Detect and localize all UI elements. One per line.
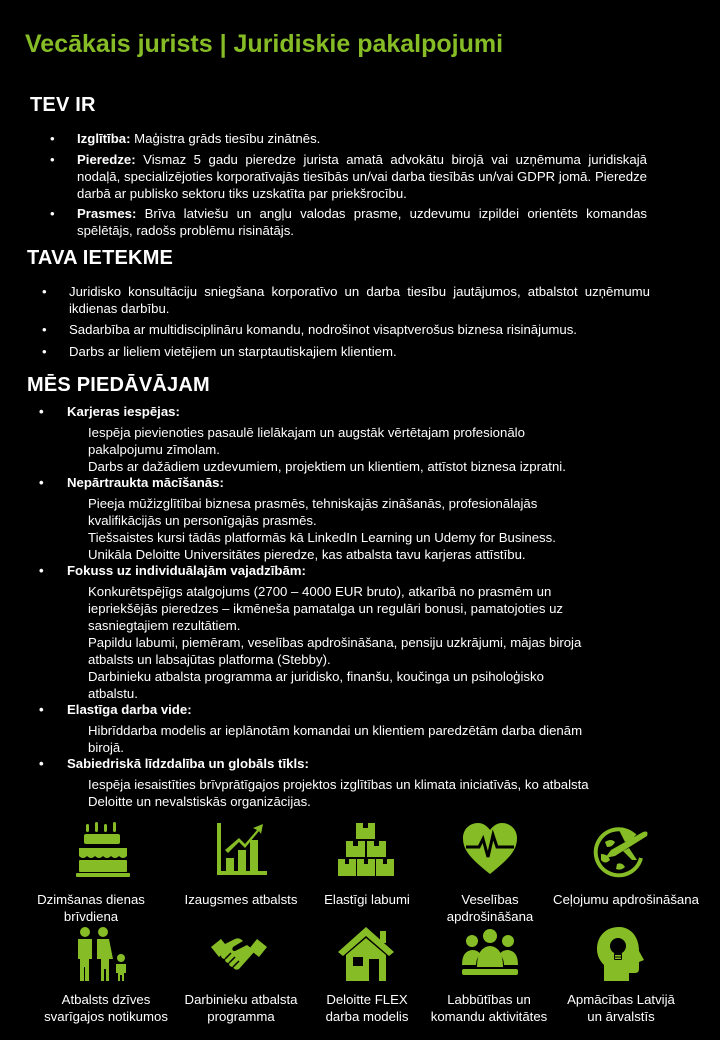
- offer-line: Iespēja iesaistīties brīvprātīgajos projektos izglītības un klimata iniciatīvās, ko atbalsta: [88, 777, 589, 792]
- caption-line: un ārvalstīs: [587, 1009, 655, 1024]
- offer-line: Konkurētspējīgs atalgojums (2700 – 4000 EUR bruto), atkarībā no prasmēm un: [88, 584, 552, 599]
- caption-line: Apmācības Latvijā: [567, 992, 675, 1007]
- page-title: Vecākais jurists | Juridiskie pakalpojumi: [25, 30, 504, 58]
- caption-line: darba modelis: [325, 1009, 409, 1024]
- handshake-icon: [209, 925, 269, 983]
- benefit-caption: [414, 991, 564, 1025]
- benefit-caption: [16, 891, 166, 925]
- item-label: Prasmes:: [77, 206, 137, 221]
- caption-line: brīvdiena: [63, 909, 119, 924]
- section-heading-mes-piedavajam: MĒS PIEDĀVĀJAM: [27, 374, 210, 396]
- offer-line: atbalstu.: [88, 686, 138, 701]
- caption-line: Veselības: [461, 892, 519, 907]
- list-item: • Sadarbība ar multidisciplināru komandu, nodrošinot visaptverošus biznesa risinājumus.: [69, 321, 650, 338]
- offer-line: pakalpojumu zīmolam.: [88, 442, 220, 457]
- caption-line: Ceļojumu apdrošināšana: [553, 892, 699, 907]
- section-heading-tava-ietekme: TAVA IETEKME: [27, 247, 174, 269]
- benefit-caption: [541, 891, 711, 908]
- list-item: • Darbs ar lieliem vietējiem un starptautiskajiem klientiem.: [69, 343, 650, 360]
- caption-line: Labbūtības un: [447, 992, 531, 1007]
- item-text: Maģistra grāds tiesību zinātnēs.: [130, 131, 321, 146]
- offer-group-label: • Elastīga darba vide:: [67, 701, 192, 718]
- item-text: Vismaz 5 gadu pieredze jurista amatā advokātu birojā vai uzņēmuma juridiskajā nodaļā, specializējoties korporatīvajās tiesībās un/vai darba tiesībās un/vai GDPR jomā. Pieredze darbā ar publisko sektoru tiks uzskatīta par priekšrocību.: [77, 152, 647, 201]
- offer-group-label: • Karjeras iespējas:: [67, 403, 180, 420]
- heart-pulse-icon: [460, 820, 520, 878]
- caption-line: Elastīgi labumi: [324, 892, 410, 907]
- item-text: Brīva latviešu un angļu valodas prasme, uzdevumu izpildei orientēts komandas spēlētājs, radošs problēmu risinātājs.: [77, 206, 647, 238]
- offer-line: Hibrīddarba modelis ar ieplānotām komandai un klientiem paredzētām darba dienām: [88, 723, 583, 738]
- offer-line: iepriekšējās pieredzes – ikmēneša pamatalga un regulāri bonusi, pamatojoties uz: [88, 601, 564, 616]
- offer-group-label: • Sabiedriskā līdzdalība un globāls tīkls:: [67, 755, 309, 772]
- growth-chart-icon: [211, 820, 271, 878]
- offer-group-body: [88, 722, 638, 756]
- item-label: Izglītība:: [77, 131, 131, 146]
- offer-line: kvalifikācijās un personīgajās prasmēs.: [88, 513, 317, 528]
- section-heading-tev-ir: TEV IR: [30, 94, 96, 116]
- caption-line: komandu aktivitātes: [430, 1009, 548, 1024]
- caption-line: Atbalsts dzīves: [61, 992, 151, 1007]
- caption-line: svarīgajos notikumos: [44, 1009, 168, 1024]
- caption-line: apdrošināšana: [446, 909, 534, 924]
- offer-group-body: [88, 495, 638, 563]
- birthday-cake-icon: [73, 820, 133, 878]
- offer-line: Tiešsaistes kursi tādās platformās kā LinkedIn Learning un Udemy for Business.: [88, 530, 556, 545]
- offer-line: Unikāla Deloitte Universitātes pieredze, kas atbalsta tavu karjeras attīstību.: [88, 547, 526, 562]
- offer-group-label: • Fokuss uz individuālajām vajadzībām:: [67, 562, 306, 579]
- list-item: • Juridisko konsultāciju sniegšana korporatīvo un darba tiesību jautājumos, atbalstot uzņēmumu ikdienas darbību.: [69, 283, 650, 317]
- offer-group-body: [88, 583, 638, 702]
- item-label: Pieredze:: [77, 152, 136, 167]
- team-group-icon: [460, 925, 520, 983]
- family-icon: [73, 925, 133, 983]
- offer-line: Papildu labumi, piemēram, veselības apdrošināšana, pensiju uzkrājumi, mājas biroja: [88, 635, 582, 650]
- caption-line: Dzimšanas dienas: [37, 892, 145, 907]
- offer-line: Darbinieku atbalsta programma ar juridisko, finanšu, koučinga un psiholoģisko: [88, 669, 544, 684]
- offer-line: sasniegtajiem rezultātiem.: [88, 618, 241, 633]
- caption-line: Darbinieku atbalsta: [184, 992, 298, 1007]
- offer-line: birojā.: [88, 740, 124, 755]
- offer-line: Deloitte un nevalstiskās organizācijas.: [88, 794, 311, 809]
- house-icon: [336, 925, 396, 983]
- offer-group-body: [88, 424, 638, 475]
- caption-line: Deloitte FLEX: [326, 992, 408, 1007]
- head-lightbulb-icon: [591, 925, 651, 983]
- list-item: [77, 205, 647, 239]
- benefit-caption: [31, 991, 181, 1025]
- stacked-boxes-icon: [336, 820, 396, 878]
- caption-line: programma: [207, 1009, 275, 1024]
- offer-line: atbalsts un labsajūtas platforma (Stebby).: [88, 652, 331, 667]
- offer-group-body: [88, 776, 638, 810]
- caption-line: Izaugsmes atbalsts: [184, 892, 298, 907]
- globe-airplane-icon: [591, 820, 651, 878]
- offer-line: Pieeja mūžizglītībai biznesa prasmēs, tehniskajās zināšanās, profesionālajās: [88, 496, 538, 511]
- benefit-caption: [546, 991, 696, 1025]
- offer-line: Darbs ar dažādiem uzdevumiem, projektiem un klientiem, attīstot biznesa izpratni.: [88, 459, 566, 474]
- list-item: [77, 151, 647, 202]
- offer-line: Iespēja pievienoties pasaulē lielākajam un augstāk vērtētajam profesionālo: [88, 425, 525, 440]
- offer-group-label: • Nepārtraukta mācīšanās:: [67, 474, 224, 491]
- list-item: [77, 130, 647, 147]
